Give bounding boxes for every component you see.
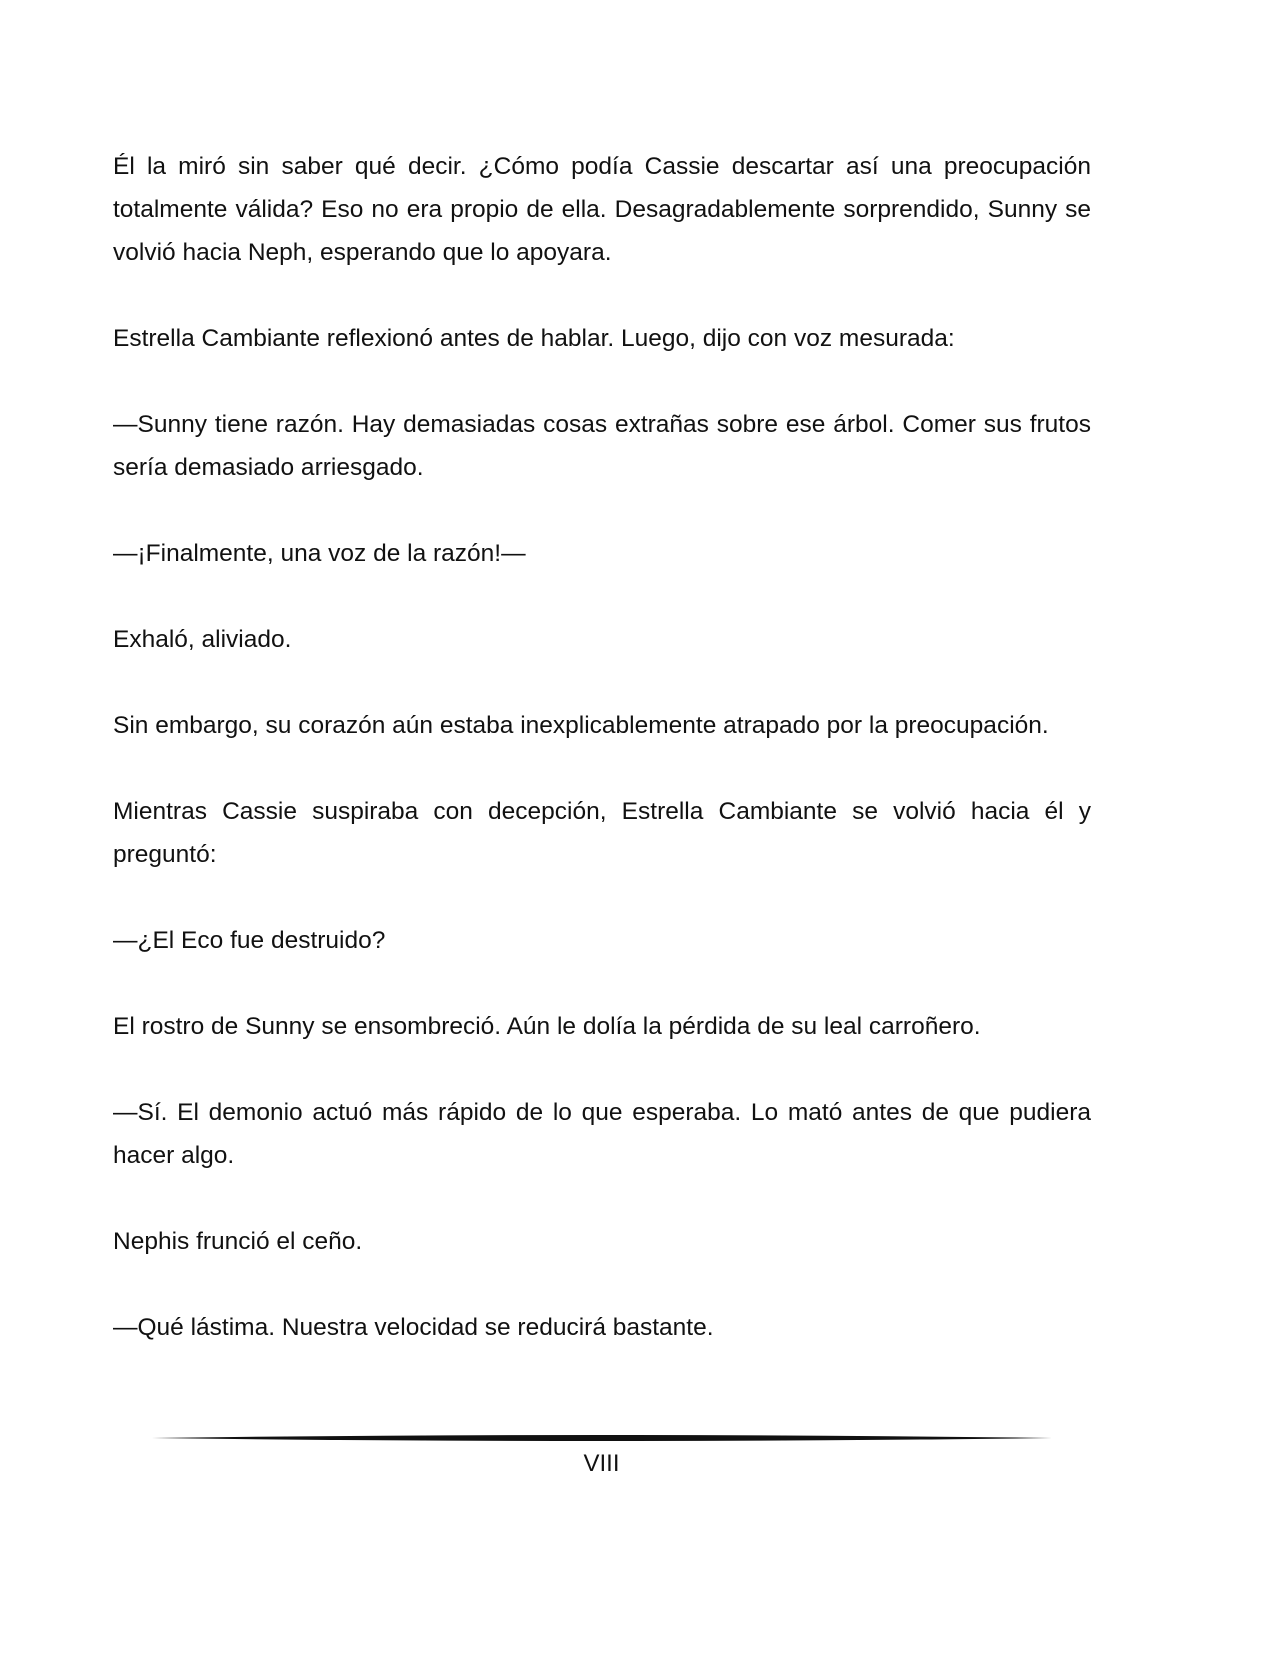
paragraph-11: Nephis frunció el ceño. [113, 1228, 363, 1255]
paragraph-10: —Sí. El demonio actuó más rápido de lo que esperaba. Lo mató antes de que pudiera hacer algo. [113, 1099, 1091, 1169]
page-number: VIII [583, 1450, 620, 1477]
page-body [113, 145, 1091, 1349]
paragraph-5: Exhaló, aliviado. [113, 626, 292, 653]
paragraph-12: —Qué lástima. Nuestra velocidad se reducirá bastante. [113, 1314, 714, 1341]
paragraph-7: Mientras Cassie suspiraba con decepción, Estrella Cambiante se volvió hacia él y preguntó: [113, 798, 1091, 868]
paragraph-1: Él la miró sin saber qué decir. ¿Cómo podía Cassie descartar así una preocupación totalmente válida? Eso no era propio de ella. Desagradablemente sorprendido, Sunny se volvió hacia Neph, esperando que lo apoyara. [113, 153, 1091, 266]
divider-swash [152, 1435, 1052, 1441]
paragraph-4: —¡Finalmente, una voz de la razón!— [113, 540, 526, 567]
paragraph-6: Sin embargo, su corazón aún estaba inexplicablemente atrapado por la preocupación. [113, 712, 1049, 739]
paragraph-9: El rostro de Sunny se ensombreció. Aún le dolía la pérdida de su leal carroñero. [113, 1013, 981, 1040]
paragraph-3: —Sunny tiene razón. Hay demasiadas cosas extrañas sobre ese árbol. Comer sus frutos sería demasiado arriesgado. [113, 411, 1091, 481]
paragraph-8: —¿El Eco fue destruido? [113, 927, 386, 954]
footer-divider [152, 1432, 1052, 1444]
paragraph-2: Estrella Cambiante reflexionó antes de hablar. Luego, dijo con voz mesurada: [113, 325, 955, 352]
